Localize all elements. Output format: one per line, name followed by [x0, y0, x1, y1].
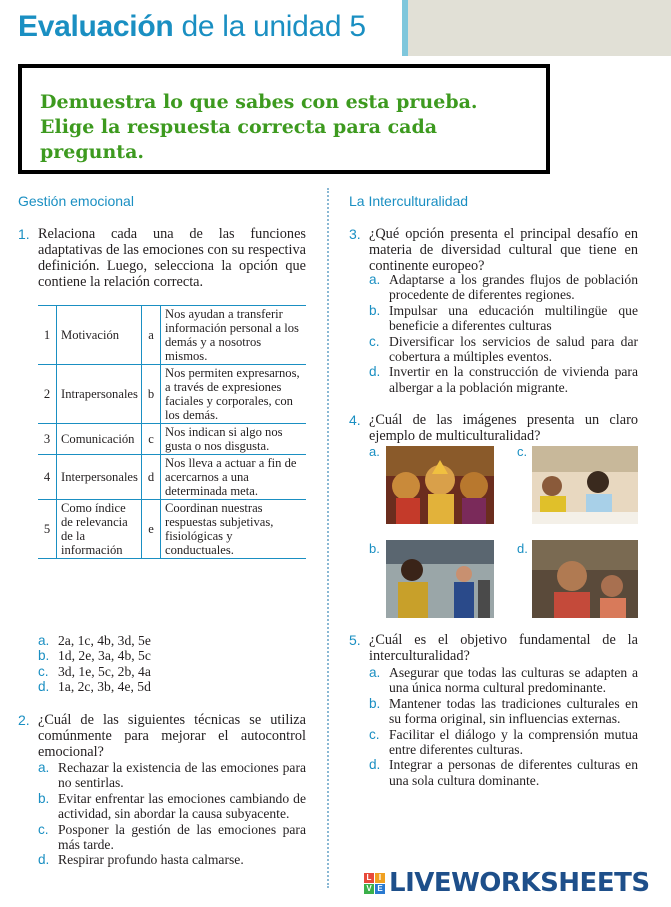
table-cell-def: Nos indican si algo nos gusta o nos disgusta.: [161, 424, 307, 455]
instruction-line: Demuestra lo que sabes con esta prueba.: [40, 91, 478, 113]
question-text: ¿Qué opción presenta el principal desafío en materia de diversidad cultural que tiene en continente europeo?: [369, 226, 638, 274]
header-gray-block: [408, 0, 671, 56]
option-letter: a.: [38, 633, 50, 648]
table-cell-n: 3: [38, 424, 57, 455]
option-text: Impulsar una educación multilingüe que beneficie a diferentes culturas: [389, 302, 638, 334]
answer-option[interactable]: [38, 822, 306, 853]
answer-option[interactable]: [369, 303, 638, 334]
answer-option[interactable]: [38, 760, 306, 791]
option-text: Invertir en la construcción de vivienda para albergar a la población migrante.: [389, 364, 638, 395]
option-text: 1a, 2c, 3b, 4e, 5d: [58, 679, 151, 695]
option-text: 2a, 1c, 4b, 3d, 5e: [58, 633, 151, 648]
indigenous-family-photo[interactable]: [532, 540, 638, 618]
question-text: Relaciona cada una de las funciones adaptativas de las emociones con su respectiva definición. Luego, selecciona la opción que contiene la relación correcta.: [38, 226, 306, 290]
question-5: [349, 632, 638, 664]
question-text: ¿Cuál es el objetivo fundamental de la interculturalidad?: [369, 632, 638, 664]
table-cell-n: 2: [38, 365, 57, 424]
question-text: ¿Cuál de las siguientes técnicas se utiliza comúnmente para mejorar el autocontrol emocional?: [38, 712, 306, 760]
option-letter: c.: [369, 333, 380, 349]
answer-option[interactable]: [38, 852, 306, 867]
option-letter: a.: [369, 272, 381, 287]
table-cell-letter: d: [142, 455, 161, 500]
option-text: 3d, 1e, 5c, 2b, 4a: [58, 663, 151, 679]
table-row: [38, 424, 306, 455]
answer-option[interactable]: [369, 272, 638, 303]
logo-letter: I: [375, 873, 385, 883]
option-letter: d.: [38, 679, 50, 695]
option-letter: a.: [38, 760, 50, 775]
question-1-options: [38, 633, 308, 695]
option-letter: c.: [38, 663, 49, 679]
option-text: Diversificar los servicios de salud para dar cobertura a múltiples eventos.: [389, 333, 638, 365]
question-number: 2.: [18, 712, 30, 728]
option-letter: c.: [38, 821, 49, 837]
instruction-box: [18, 64, 550, 174]
matching-table: [38, 305, 306, 559]
answer-option[interactable]: [38, 664, 308, 679]
option-text: Evitar enfrentar las emociones cambiando de actividad, sin abordar la causa subyacente.: [58, 790, 306, 822]
option-text: 1d, 2e, 3a, 4b, 5c: [58, 648, 151, 664]
option-text: Rechazar la existencia de las emociones para no sentirlas.: [58, 760, 306, 791]
logo-grid-icon: [364, 873, 385, 894]
table-row: [38, 365, 306, 424]
logo-letter: V: [364, 884, 374, 894]
answer-option[interactable]: [38, 648, 308, 663]
classroom-photo[interactable]: [532, 446, 638, 524]
table-cell-letter: a: [142, 306, 161, 365]
answer-option[interactable]: [38, 633, 308, 648]
option-text: Asegurar que todas las culturas se adapten a una única norma cultural predominante.: [389, 665, 638, 696]
answer-option[interactable]: [369, 334, 638, 365]
option-letter: b.: [38, 790, 50, 806]
section-heading-interculturality: La Interculturalidad: [349, 193, 469, 209]
image-label-a: a.: [369, 444, 380, 459]
instruction-line: pregunta.: [40, 141, 144, 163]
answer-option[interactable]: [369, 364, 638, 395]
table-cell-letter: c: [142, 424, 161, 455]
table-row: [38, 455, 306, 500]
image-label-d: d.: [517, 541, 528, 556]
section-heading-emotional: Gestión emocional: [18, 193, 134, 209]
option-letter: a.: [369, 665, 381, 680]
image-label-c: c.: [517, 444, 528, 459]
table-cell-n: 4: [38, 455, 57, 500]
table-cell-letter: b: [142, 365, 161, 424]
answer-option[interactable]: [369, 727, 638, 758]
option-letter: c.: [369, 726, 380, 742]
table-row: [38, 306, 306, 365]
festival-photo[interactable]: [386, 446, 494, 524]
street-people-photo[interactable]: [386, 540, 494, 618]
instruction-line: Elige la respuesta correcta para cada: [40, 116, 438, 138]
option-letter: b.: [38, 648, 50, 664]
answer-option[interactable]: [38, 791, 306, 822]
question-number: 4.: [349, 412, 361, 428]
table-cell-def: Coordinan nuestras respuestas subjetivas, fisiológicas y conductuales.: [161, 500, 307, 559]
column-divider: [327, 188, 329, 888]
table-cell-def: Nos ayudan a transferir información personal a los demás y a nosotros mismos.: [161, 306, 307, 365]
table-cell-def: Nos lleva a actuar a fin de acercarnos a una determinada meta.: [161, 455, 307, 500]
table-cell-letter: e: [142, 500, 161, 559]
logo-letter: E: [375, 884, 385, 894]
option-letter: d.: [369, 757, 381, 773]
table-cell-def: Nos permiten expresarnos, a través de expresiones faciales y corporales, con los demás.: [161, 365, 307, 424]
answer-option[interactable]: [369, 757, 638, 788]
option-letter: b.: [369, 695, 381, 711]
question-1: [18, 226, 306, 290]
question-3: [349, 226, 638, 274]
table-cell-n: 5: [38, 500, 57, 559]
option-text: Posponer la gestión de las emociones para más tarde.: [58, 821, 306, 853]
image-label-b: b.: [369, 541, 380, 556]
option-letter: b.: [369, 302, 381, 318]
question-3-options: [369, 272, 638, 395]
page-header: [0, 0, 671, 58]
option-text: Respirar profundo hasta calmarse.: [58, 852, 244, 868]
option-text: Facilitar el diálogo y la comprensión mutua entre diferentes culturas.: [389, 726, 638, 758]
option-text: Adaptarse a los grandes flujos de población procedente de diferentes regiones.: [389, 272, 638, 303]
logo-letter: L: [364, 873, 374, 883]
answer-option[interactable]: [38, 679, 308, 694]
question-4: [349, 412, 638, 444]
answer-option[interactable]: [369, 665, 638, 696]
option-letter: d.: [369, 364, 381, 380]
logo-text: LIVEWORKSHEETS: [389, 868, 650, 898]
table-cell-n: 1: [38, 306, 57, 365]
answer-option[interactable]: [369, 696, 638, 727]
option-text: Integrar a personas de diferentes culturas en una sola cultura dominante.: [389, 757, 638, 788]
question-2-options: [38, 760, 306, 868]
question-2: [18, 712, 306, 760]
option-text: Mantener todas las tradiciones culturales en su forma original, sin influencias externas.: [389, 695, 638, 727]
table-cell-term: Comunicación: [57, 424, 142, 455]
table-cell-term: Como índice de relevancia de la información: [57, 500, 142, 559]
table-cell-term: Motivación: [57, 306, 142, 365]
question-text: ¿Cuál de las imágenes presenta un claro ejemplo de multiculturalidad?: [369, 412, 638, 444]
table-cell-term: Interpersonales: [57, 455, 142, 500]
question-number: 1.: [18, 226, 30, 242]
unit-title: Evaluación de la unidad 5: [18, 10, 366, 43]
question-number: 5.: [349, 632, 361, 648]
question-number: 3.: [349, 226, 361, 242]
liveworksheets-logo[interactable]: [364, 866, 650, 900]
table-cell-term: Intrapersonales: [57, 365, 142, 424]
table-row: [38, 500, 306, 559]
option-letter: d.: [38, 852, 50, 868]
question-5-options: [369, 665, 638, 788]
